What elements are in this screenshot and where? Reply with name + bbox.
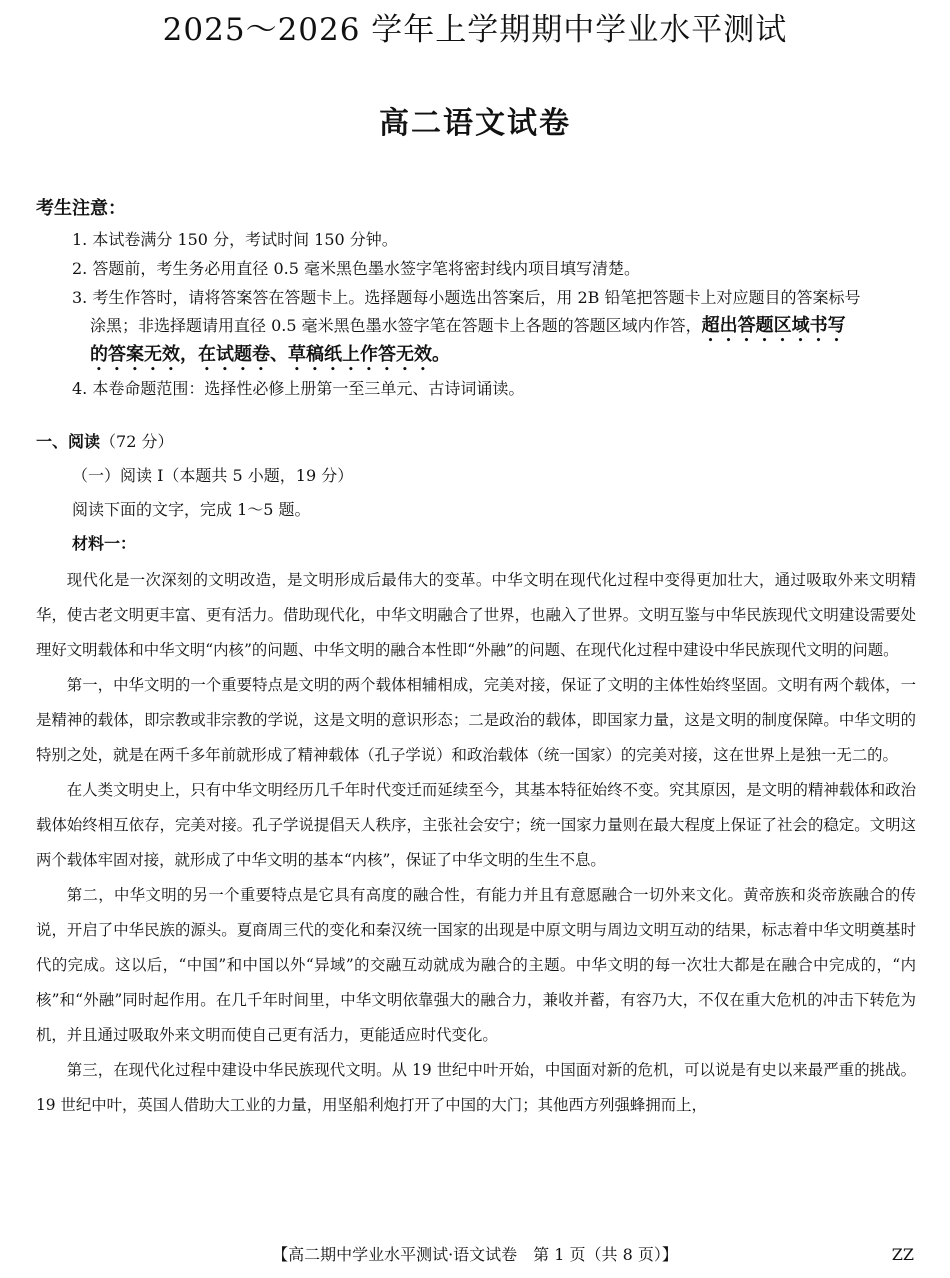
page-footer: 【高二期中学业水平测试·语文试卷 第 1 页（共 8 页）】 bbox=[272, 1245, 678, 1264]
notice-item-2: 2. 答题前，考生务必用直径 0.5 毫米黑色墨水签字笔将密封线内项目填写清楚。 bbox=[72, 259, 640, 278]
subject-title: 高二语文试卷 bbox=[379, 106, 571, 141]
notice-item-3-emphasis-tail: 的答案无效，在试题卷、草稿纸上作答无效。 bbox=[90, 344, 450, 365]
paragraph: 现代化是一次深刻的文明改造，是文明形成后最伟大的变革。中华文明在现代化过程中变得更加壮大，通过吸取外来文明精华，使古老文明更丰富、更有活力。借助现代化，中华文明融合了世界，也融入了世界。文明互鉴与中华民族现代文明建设需要处理好文明载体和中华文明“内核”的问题、中华文明的融合本性即“外融”的问题、在现代化过程中建设中华民族现代文明的问题。 bbox=[36, 571, 916, 659]
notice-item-3-emphasis: 超出答题区域书写 bbox=[701, 315, 846, 336]
footer-code: ZZ bbox=[891, 1245, 914, 1264]
sub-heading: （一）阅读 Ⅰ（本题共 5 小题，19 分） bbox=[72, 466, 354, 485]
notice-item-4: 4. 本卷命题范围：选择性必修上册第一至三单元、古诗词诵读。 bbox=[72, 379, 525, 398]
paragraph: 在人类文明史上，只有中华文明经历几千年时代变迁而延续至今，其基本特征始终不变。究其原因，是文明的精神载体和政治载体始终相互依存，完美对接。孔子学说提倡天人秩序，主张社会安宁；统一国家力量则在最大程度上保证了社会的稳定。文明这两个载体牢固对接，就形成了中华文明的基本“内核”，保证了中华文明的生生不息。 bbox=[36, 781, 916, 869]
instruction: 阅读下面的文字，完成 1～5 题。 bbox=[72, 500, 311, 519]
material-body bbox=[36, 563, 916, 1123]
section-heading bbox=[36, 428, 173, 456]
exam-title: 2025～2026 学年上学期期中学业水平测试 bbox=[162, 12, 788, 48]
material-label: 材料一： bbox=[72, 534, 137, 553]
paragraph: 第三，在现代化过程中建设中华民族现代文明。从 19 世纪中叶开始，中国面对新的危机，可以说是有史以来最严重的挑战。19 世纪中叶，英国人借助大工业的力量，用坚船利炮打开了中国的大门；其他西方列强蜂拥而上， bbox=[36, 1061, 916, 1114]
section-heading-score: （72 分） bbox=[100, 432, 174, 451]
notice-item-3: 3. 考生作答时，请将答案答在答题卡上。选择题每小题选出答案后，用 2B 铅笔把答题卡上对应题目的答案标号 bbox=[72, 288, 861, 307]
paragraph: 第一，中华文明的一个重要特点是文明的两个载体相辅相成，完美对接，保证了文明的主体性始终坚固。文明有两个载体，一是精神的载体，即宗教或非宗教的学说，这是文明的意识形态；二是政治的载体，即国家力量，这是文明的制度保障。中华文明的特别之处，就是在两千多年前就形成了精神载体（孔子学说）和政治载体（统一国家）的完美对接，这在世界上是独一无二的。 bbox=[36, 676, 916, 764]
notice-item-1: 1. 本试卷满分 150 分，考试时间 150 分钟。 bbox=[72, 230, 398, 249]
notice-item-3-last-line bbox=[90, 340, 920, 375]
section-heading-title: 一、阅读 bbox=[36, 432, 101, 451]
notice-item-3-plain: 涂黑；非选择题请用直径 0.5 毫米黑色墨水签字笔在答题卡上各题的答题区域内作答， bbox=[90, 316, 702, 335]
notice-heading: 考生注意： bbox=[36, 198, 126, 219]
paragraph: 第二，中华文明的另一个重要特点是它具有高度的融合性，有能力并且有意愿融合一切外来文化。黄帝族和炎帝族融合的传说，开启了中华民族的源头。夏商周三代的变化和秦汉统一国家的出现是中原文明与周边文明互动的结果，标志着中华文明奠基时代的完成。这以后，“中国”和中国以外“异域”的交融互动就成为融合的主题。中华文明的每一次壮大都是在融合中完成的，“内核”和“外融”同时起作用。在几千年时间里，中华文明依靠强大的融合力，兼收并蓄，有容乃大，不仅在重大危机的冲击下转危为机，并且通过吸取外来文明而使自己更有活力，更能适应时代变化。 bbox=[36, 886, 916, 1044]
